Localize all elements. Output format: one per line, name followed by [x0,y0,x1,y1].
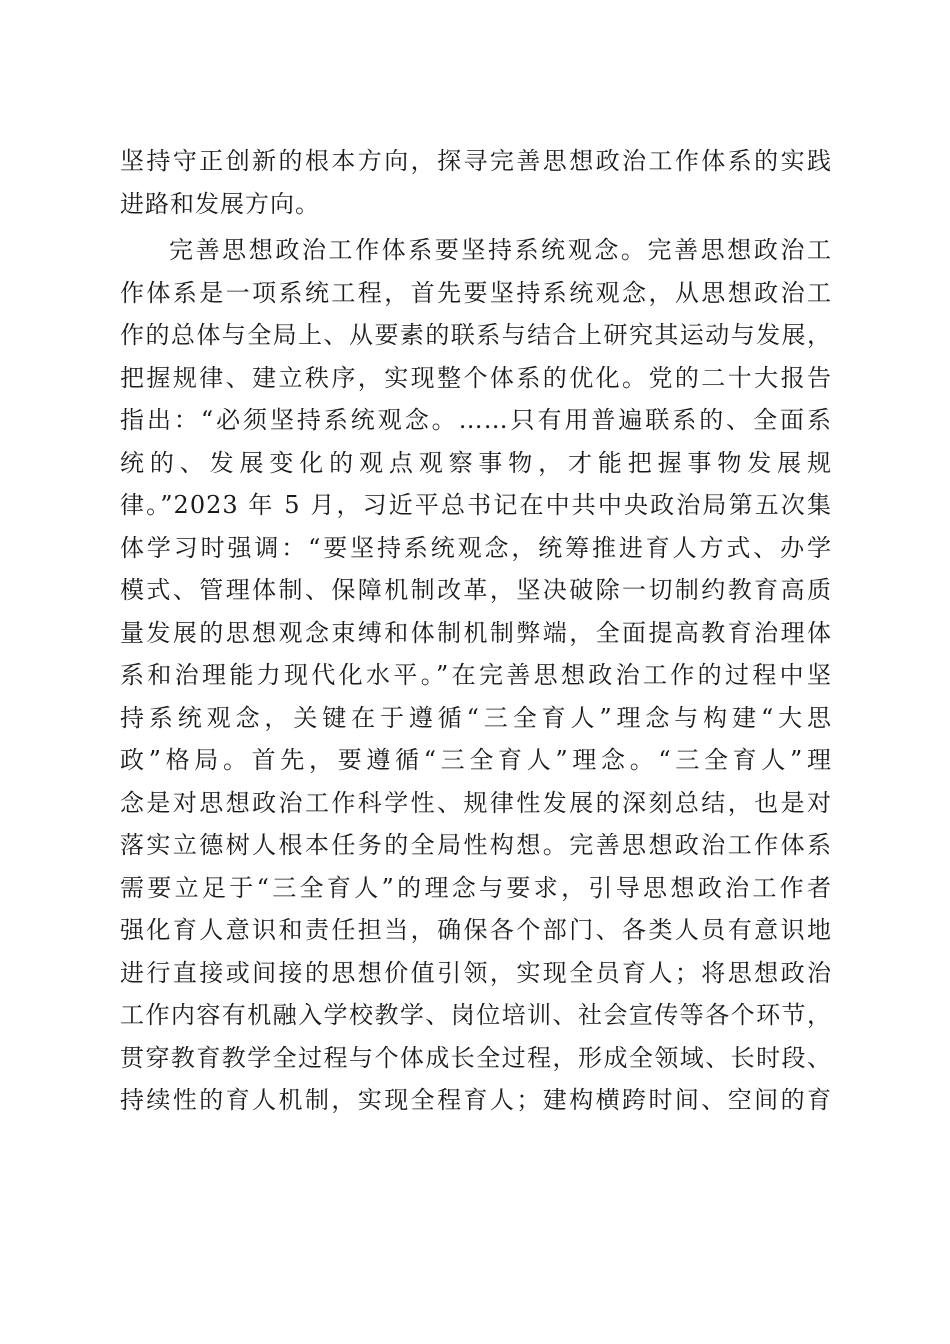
text-line: 模式、管理体制、保障机制改革，坚决破除一切制约教育高质 [120,576,832,604]
text-line: 持系统观念，关键在于遵循“三全育人”理念与构建“大思 [120,703,832,732]
paragraph-2 [120,229,832,1122]
text-line: 进路和发展方向。 [120,189,320,218]
text-line: 需要立足于“三全育人”的理念与要求，引导思想政治工作者 [120,873,832,902]
text-line: 作体系是一项系统工程，首先要坚持系统观念，从思想政治工 [120,278,832,307]
text-line: 律。”2023 年 5 月，习近平总书记在中共中央政治局第五次集 [120,491,832,519]
text-line: 政”格局。首先，要遵循“三全育人”理念。“三全育人”理 [120,746,832,774]
paragraph-1 [120,140,832,225]
text-line: 强化育人意识和责任担当，确保各个部门、各类人员有意识地 [120,916,832,944]
text-line: 把握规律、建立秩序，实现整个体系的优化。党的二十大报告 [120,363,832,392]
text-line: 念是对思想政治工作科学性、规律性发展的深刻总结，也是对 [120,788,832,817]
text-line: 工作内容有机融入学校教学、岗位培训、社会宣传等各个环节， [120,1001,832,1029]
text-line: 统的、发展变化的观点观察事物，才能把握事物发展规 [120,448,832,477]
text-line: 指出：“必须坚持系统观念。……只有用普遍联系的、全面系 [120,406,832,434]
text-line: 完善思想政治工作体系要坚持系统观念。完善思想政治工 [169,236,832,264]
text-line: 系和治理能力现代化水平。”在完善思想政治工作的过程中坚 [120,661,832,689]
text-line: 坚持守正创新的根本方向，探寻完善思想政治工作体系的实践 [120,147,832,175]
text-line: 贯穿教育教学全过程与个体成长全过程，形成全领域、长时段、 [120,1043,832,1072]
text-line: 作的总体与全局上、从要素的联系与结合上研究其运动与发展， [120,321,832,349]
text-line: 量发展的思想观念束缚和体制机制弊端，全面提高教育治理体 [120,618,832,647]
text-line: 持续性的育人机制，实现全程育人；建构横跨时间、空间的育 [120,1086,832,1114]
text-line: 进行直接或间接的思想价值引领，实现全员育人；将思想政治 [120,958,832,987]
text-line: 落实立德树人根本任务的全局性构想。完善思想政治工作体系 [120,831,832,859]
text-line: 体学习时强调：“要坚持系统观念，统筹推进育人方式、办学 [120,533,832,562]
